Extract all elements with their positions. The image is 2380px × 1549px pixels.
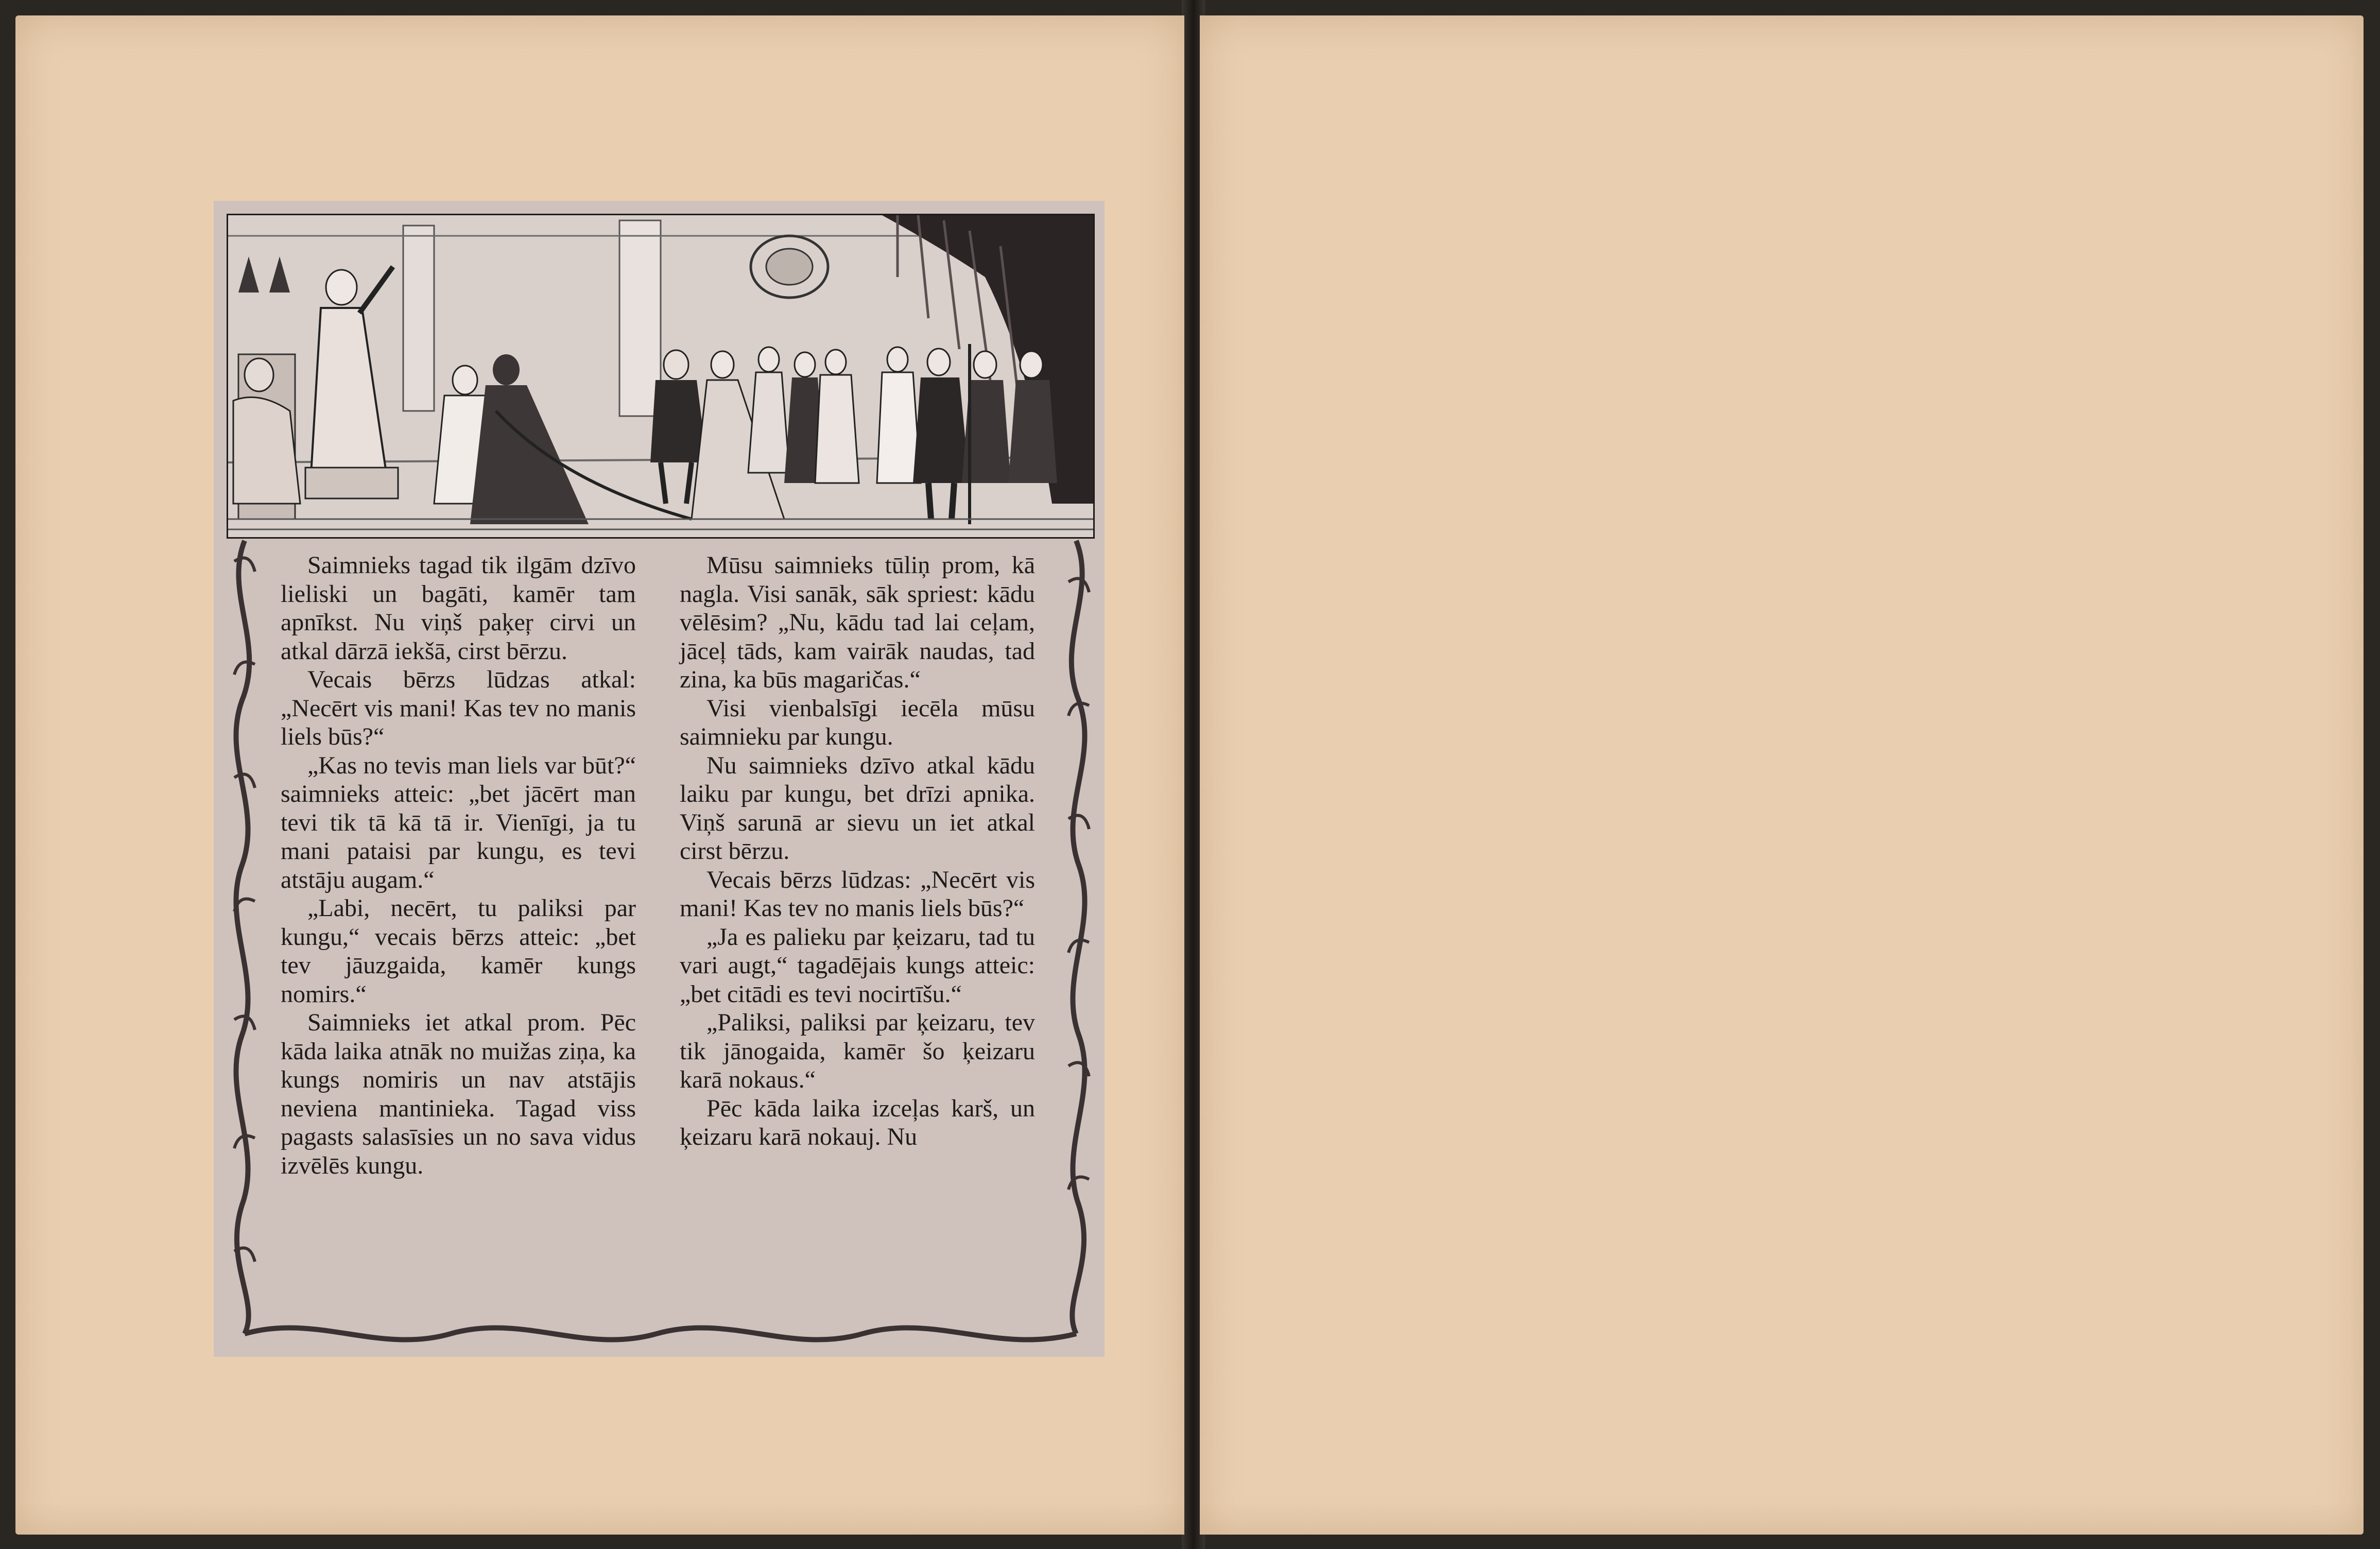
left-page-column-2: [680, 551, 1035, 1151]
left-page: [15, 15, 1184, 1535]
left-page-column-1: [281, 551, 636, 1180]
left-plate: [214, 201, 1105, 1357]
paragraph: „Labi, necērt, tu paliksi par kungu,“ vecais bērzs atteic: „bet tev jāuzgaida, kamēr kungs nomirs.“: [281, 894, 636, 1008]
paragraph: Pēc kāda laika izceļas karš, un ķeizaru karā nokauj. Nu: [680, 1094, 1035, 1150]
right-page: [1200, 15, 2364, 1535]
paragraph: Nu saimnieks dzīvo atkal kādu laiku par kungu, bet drīzi apnika. Viņš sarunā ar sievu un iet atkal cirst bērzu.: [680, 751, 1035, 865]
paragraph: Vecais bērzs lūdzas atkal: „Necērt vis mani! Kas tev no manis liels būs?“: [281, 666, 636, 750]
paragraph: „Paliksi, paliksi par ķeizaru, tev tik jānogaida, kamēr šo ķeizaru karā nokaus.“: [680, 1009, 1035, 1093]
coronation-illustration: [227, 214, 1095, 539]
paragraph: „Kas no tevis man liels var būt?“ saimnieks atteic: „bet jācērt man tevi tik tā kā tā ir. Vienīgi, ja tu mani pataisi par kungu, es tevi atstāju augam.“: [281, 751, 636, 893]
coronation-engraving: [228, 215, 1093, 537]
paragraph: Saimnieks iet atkal prom. Pēc kāda laika atnāk no muižas ziņa, ka kungs nomiris un nav atstājis neviena mantinieka. Tagad viss pagasts salasīsies un no sava vidus izvēlēs kungu.: [281, 1009, 636, 1179]
paragraph: Saimnieks tagad tik ilgām dzīvo lieliski un bagāti, kamēr tam apnīkst. Nu viņš paķeŗ cirvi un atkal dārzā iekšā, cirst bērzu.: [281, 552, 636, 665]
paragraph: Vecais bērzs lūdzas: „Necērt vis mani! Kas tev no manis liels būs?“: [680, 866, 1035, 922]
paragraph: Mūsu saimnieks tūliņ prom, kā nagla. Visi sanāk, sāk spriest: kādu vēlēsim? „Nu, kādu tad lai ceļam, jāceļ tāds, kam vairāk naudas, tad zina, ka būs magaričas.“: [680, 552, 1035, 693]
paragraph: Visi vienbalsīgi iecēla mūsu saimnieku par kungu.: [680, 694, 1035, 750]
paragraph: „Ja es palieku par ķeizaru, tad tu vari augt,“ tagadējais kungs atteic: „bet citādi es tevi nocirtīšu.“: [680, 923, 1035, 1008]
